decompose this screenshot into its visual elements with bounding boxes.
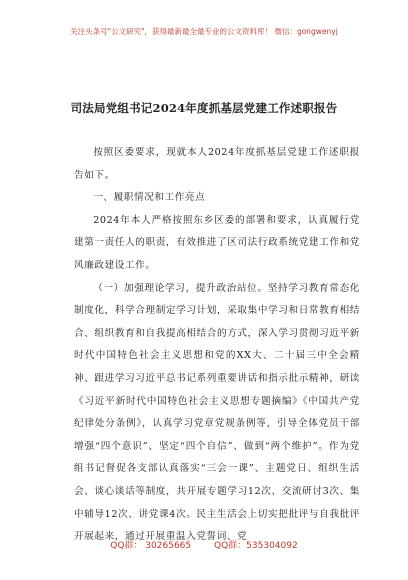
paragraph-overview: 2024年本人严格按照东乡区委的部署和要求，认真履行党建第一责任人的职责，有效推进了区司法行政系统党建工作和党风廉政建设工作。 [74,214,360,271]
footer-qq-group-2: QQ群：535304092 [214,541,298,551]
footer-qq-group-1: QQ群： 30265665 [110,541,192,551]
paragraph-intro: 按照区委要求，现就本人2024年度抓基层党建工作述职报告如下。 [74,147,360,181]
header-banner [0,26,408,37]
document-title: 司法局党组书记2024年度抓基层党建工作述职报告 [70,101,338,115]
footer-contacts [0,538,408,551]
paragraph-theory-study: （一）加强理论学习，提升政治站位。坚持学习教育常态化制度化，科学合理制定学习计划，采取集中学习和日常教育相结合、组织教育和自我提高相结合的方式，深入学习贯彻习近平新时代中国特色社会主义思想和党的XX大、二十届三中全会精神、跟进学习习近平总书记系列重要讲话和指示批示精神，研读《习近平新时代中国特色社会主义思想专题摘编》《中国共产党纪律处分条例》，认真学习党章党规条例等，引导全体党员干部增强“四个意识”、坚定“四个自信”、做到“两个维护”。作为党组书记督促各支部认真落实“三会一课”、主题党日、组织生活会、谈心谈话等制度，共开展专题学习12次、交流研讨3次、集中辅导12次、讲党课4次。民主生活会上切实把批评与自我批评开展起来，通过开展重温入党誓词、党 [74,282,360,543]
section-heading-1: 一、履职情况和工作亮点 [93,192,206,204]
document-body [74,142,360,549]
banner-text: 关注头条号"公文研究"，获得最新最全最专业的公文资料库！ 微信：gongwenyj [70,27,338,36]
